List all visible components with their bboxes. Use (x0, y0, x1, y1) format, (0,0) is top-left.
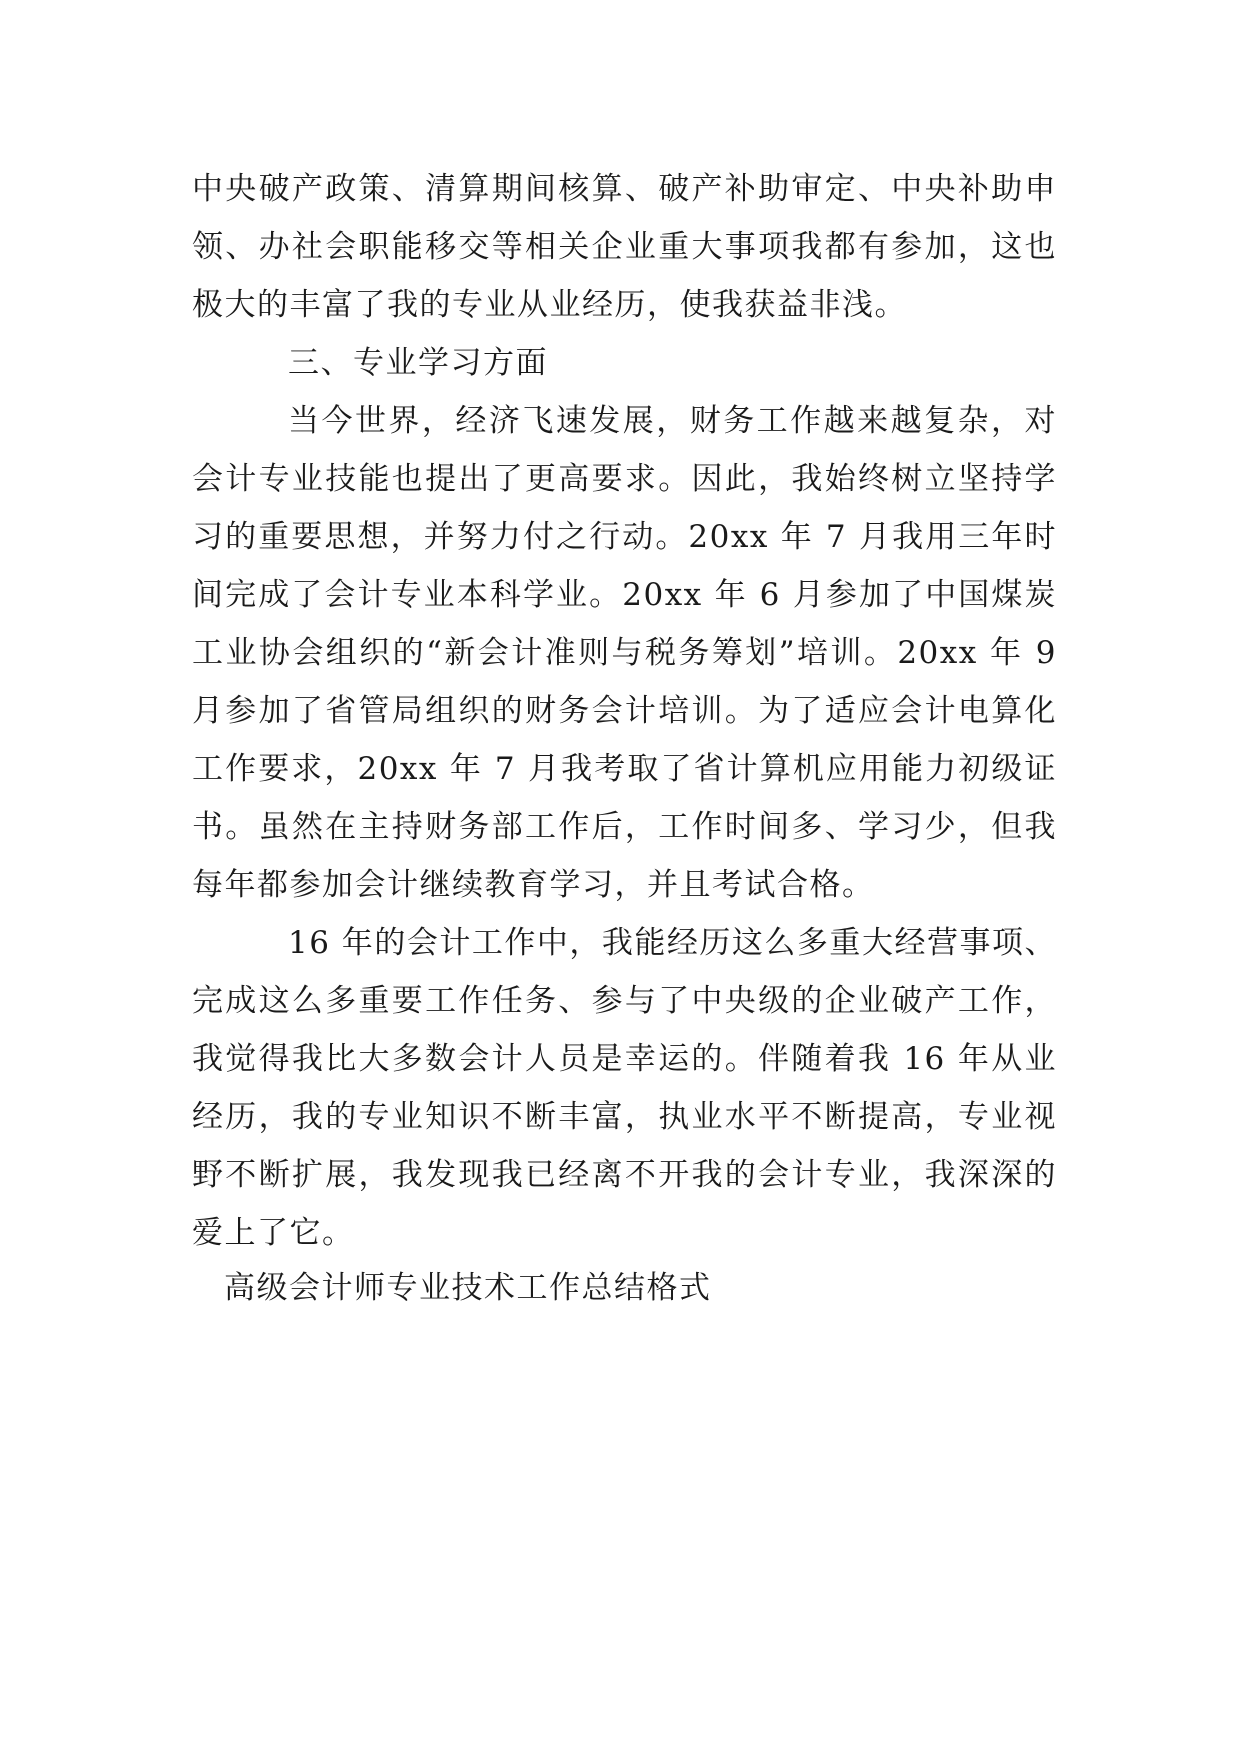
document-footer-title: 高级会计师专业技术工作总结格式 (224, 1270, 712, 1306)
section-heading-professional-study: 三、专业学习方面 (288, 345, 548, 381)
document-body (192, 160, 1057, 1262)
paragraph-study: 当今世界，经济飞速发展，财务工作越来越复杂，对会计专业技能也提出了更高要求。因此，我始终树立坚持学习的重要思想，并努力付之行动。20xx 年 7 月我用三年时间完成了会计专业本科学业。20xx 年 6 月参加了中国煤炭工业协会组织的“新会计准则与税务筹划”培训。20xx 年 9 月参加了省管局组织的财务会计培训。为了适应会计电算化工作要求，20xx 年 7 月我考取了省计算机应用能力初级证书。虽然在主持财务部工作后，工作时间多、学习少，但我每年都参加会计继续教育学习，并且考试合格。 (192, 403, 1057, 903)
paragraph-continuation: 中央破产政策、清算期间核算、破产补助审定、中央补助申领、办社会职能移交等相关企业重大事项我都有参加，这也极大的丰富了我的专业从业经历，使我获益非浅。 (192, 171, 1057, 323)
paragraph-summary: 16 年的会计工作中，我能经历这么多重大经营事项、完成这么多重要工作任务、参与了中央级的企业破产工作，我觉得我比大多数会计人员是幸运的。伴随着我 16 年从业经历，我的专业知识不断丰富，执业水平不断提高，专业视野不断扩展，我发现我已经离不开我的会计专业，我深深的爱上了它。 (192, 925, 1057, 1251)
